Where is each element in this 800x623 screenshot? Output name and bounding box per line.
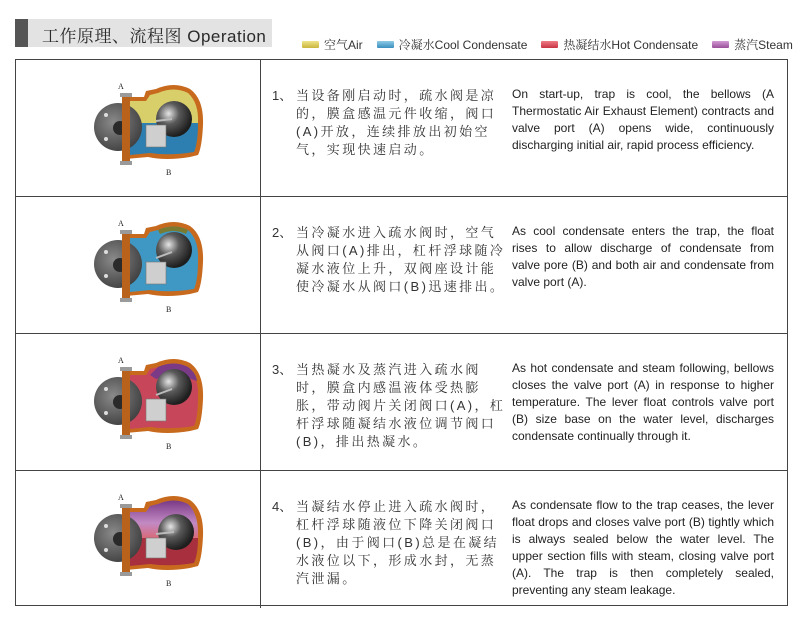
steam-swatch-icon [712,41,729,48]
legend-item-cool-condensate [377,36,528,53]
legend-item-steam [712,36,793,53]
step-number: 1、 [272,88,293,103]
section-header [15,19,272,47]
air-swatch-icon [302,41,319,48]
steam-trap-cutaway-icon [86,351,216,451]
operation-step-3 [16,334,787,471]
svg-text:A: A [118,82,124,91]
page-title: 工作原理、流程图 Operation [42,27,267,46]
steam-trap-cutaway-icon [86,77,216,177]
svg-text:B: B [166,168,172,177]
svg-text:A: A [118,356,124,365]
operation-step-1 [16,60,787,197]
step-description-chinese [272,224,510,296]
step-description-english: As hot condensate and steam following, bellows closes the valve port (A) in response to higher temperature. The lever float controls valve port (B) size base on the water level, discharges condensate continually through it. [512,361,774,443]
step-text-zh: 当凝结水停止进入疏水阀时，杠杆浮球随液位下降关闭阀口(B)，由于阀口(B)总是在凝结水液位以下，形成水封，无蒸汽泄漏。 [296,499,500,586]
step-description-chinese [272,87,510,159]
operation-step-2 [16,197,787,334]
step-number: 2、 [272,225,293,240]
svg-text:B: B [166,442,172,451]
step-text-zh: 当冷凝水进入疏水阀时，空气从阀口(A)排出，杠杆浮球随冷凝水液位上升，双阀座设计能使冷凝水从阀口(B)迅速排出。 [296,225,506,294]
step-description-chinese [272,498,510,588]
hot-condensate-swatch-icon [541,41,558,48]
steam-trap-cutaway-icon [86,214,216,314]
legend-label: 冷凝水Cool Condensate [398,38,528,52]
trap-diagram-cell [16,60,261,196]
legend-label: 蒸汽Steam [734,38,793,52]
legend-label: 热凝结水Hot Condensate [563,38,699,52]
step-description-english: On start-up, trap is cool, the bellows (A Thermostatic Air Exhaust Element) contracts and valve port (A) opens wide, continuously discharging initial air, rapid process efficiency. [512,87,774,152]
trap-diagram-cell [16,334,261,470]
step-description-english: As cool condensate enters the trap, the float rises to allow discharge of condensate from valve pore (B) and both air and condensate from valve port (A). [512,224,774,289]
step-number: 4、 [272,499,293,514]
svg-text:B: B [166,305,172,314]
svg-text:A: A [118,219,124,228]
trap-diagram-cell [16,197,261,333]
cool-condensate-swatch-icon [377,41,394,48]
legend [302,36,793,53]
legend-label: 空气Air [324,38,363,52]
step-text-zh: 当热凝水及蒸汽进入疏水阀时，膜盒内感温液体受热膨胀，带动阀片关闭阀口(A)，杠杆浮球随凝结水液位调节阀口(B)，排出热凝水。 [296,362,506,449]
steam-trap-cutaway-icon [86,488,216,588]
step-description-chinese [272,361,510,451]
legend-item-hot-condensate [541,36,698,53]
operation-table [15,59,788,606]
header-accent-bar [15,19,28,47]
step-description-english: As condensate flow to the trap ceases, the lever float drops and closes valve port (B) tightly which is always sealed below the water level. The upper section fills with steam, closing valve port (A). The trap is then completely sealed, preventing any steam leakage. [512,498,774,597]
legend-item-air [302,36,363,53]
step-number: 3、 [272,362,293,377]
trap-diagram-cell [16,471,261,608]
svg-text:B: B [166,579,172,588]
operation-step-4 [16,471,787,608]
svg-text:A: A [118,493,124,502]
step-text-zh: 当设备刚启动时，疏水阀是凉的，膜盒感温元件收缩，阀口(A)开放，连续排放出初始空气，实现快速启动。 [296,88,497,157]
